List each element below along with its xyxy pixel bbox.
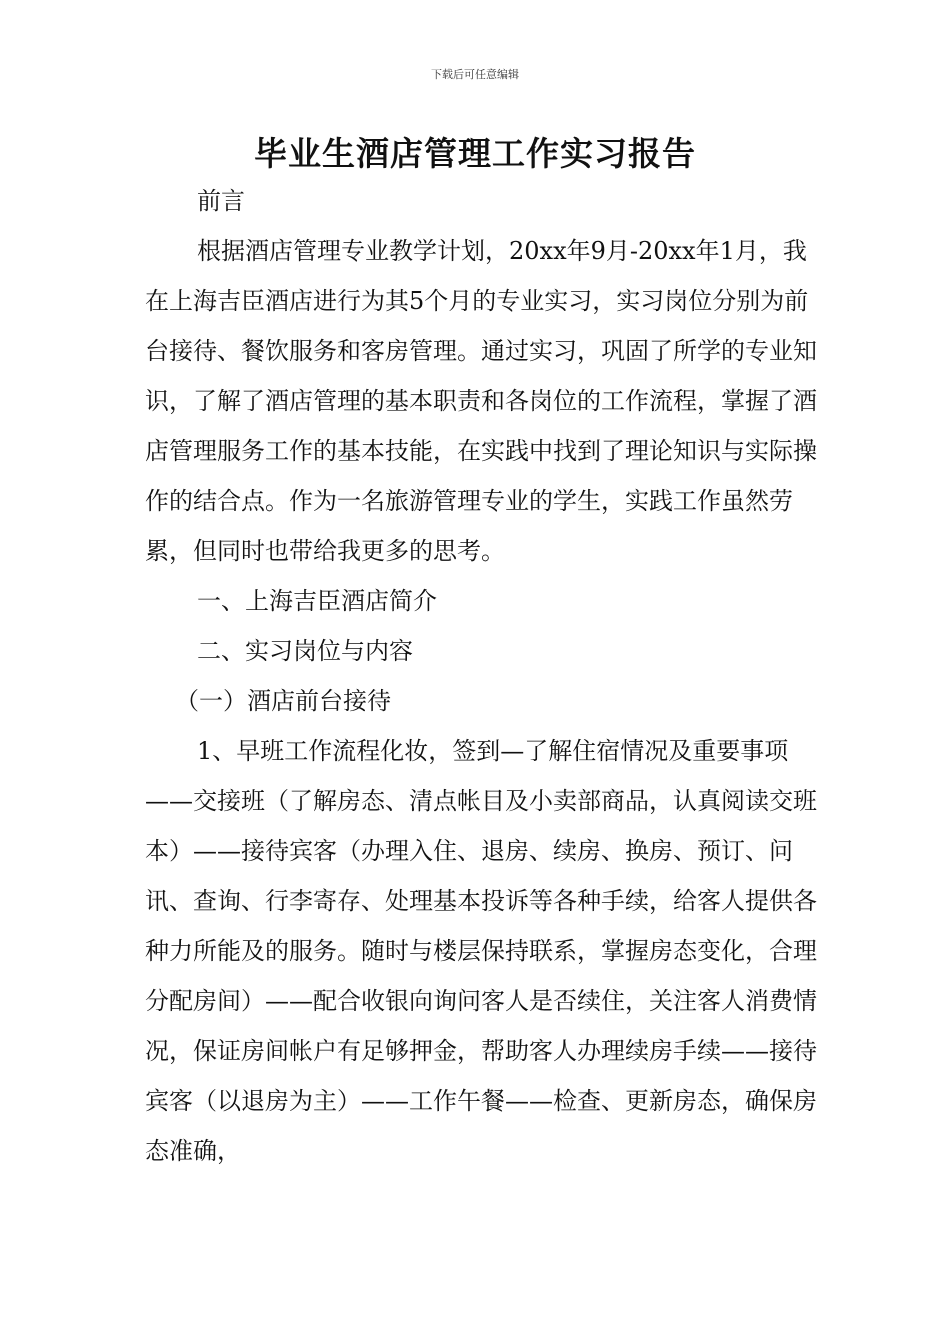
page-header-note: 下载后可任意编辑 [431,68,519,81]
morning-shift-paragraph: 1、早班工作流程化妆，签到—了解住宿情况及重要事项——交接班（了解房态、清点帐目及小卖部商品，认真阅读交班本）——接待宾客（办理入住、退房、续房、换房、预订、问讯、查询、行李寄存、处理基本投诉等各种手续，给客人提供各种力所能及的服务。随时与楼层保持联系，掌握房态变化，合理分配房间）——配合收银向询问客人是否续住，关注客人消费情况，保证房间帐户有足够押金，帮助客人办理续房手续——接待宾客（以退房为主）——工作午餐——检查、更新房态，确保房态准确， [145,737,817,1165]
preface-heading: 前言 [197,187,245,215]
subsection-heading-front-desk: （一）酒店前台接待 [175,687,391,715]
section-heading-hotel-intro: 一、上海吉臣酒店简介 [197,587,437,615]
intro-paragraph: 根据酒店管理专业教学计划，20xx年9月-20xx年1月，我在上海吉臣酒店进行为其5个月的专业实习，实习岗位分别为前台接待、餐饮服务和客房管理。通过实习，巩固了所学的专业知识，了解了酒店管理的基本职责和各岗位的工作流程，掌握了酒店管理服务工作的基本技能，在实践中找到了理论知识与实际操作的结合点。作为一名旅游管理专业的学生，实践工作虽然劳累，但同时也带给我更多的思考。 [145,237,817,565]
document-title: 毕业生酒店管理工作实习报告 [254,134,696,173]
document-body [145,176,825,1176]
section-heading-internship-positions: 二、实习岗位与内容 [197,637,413,665]
